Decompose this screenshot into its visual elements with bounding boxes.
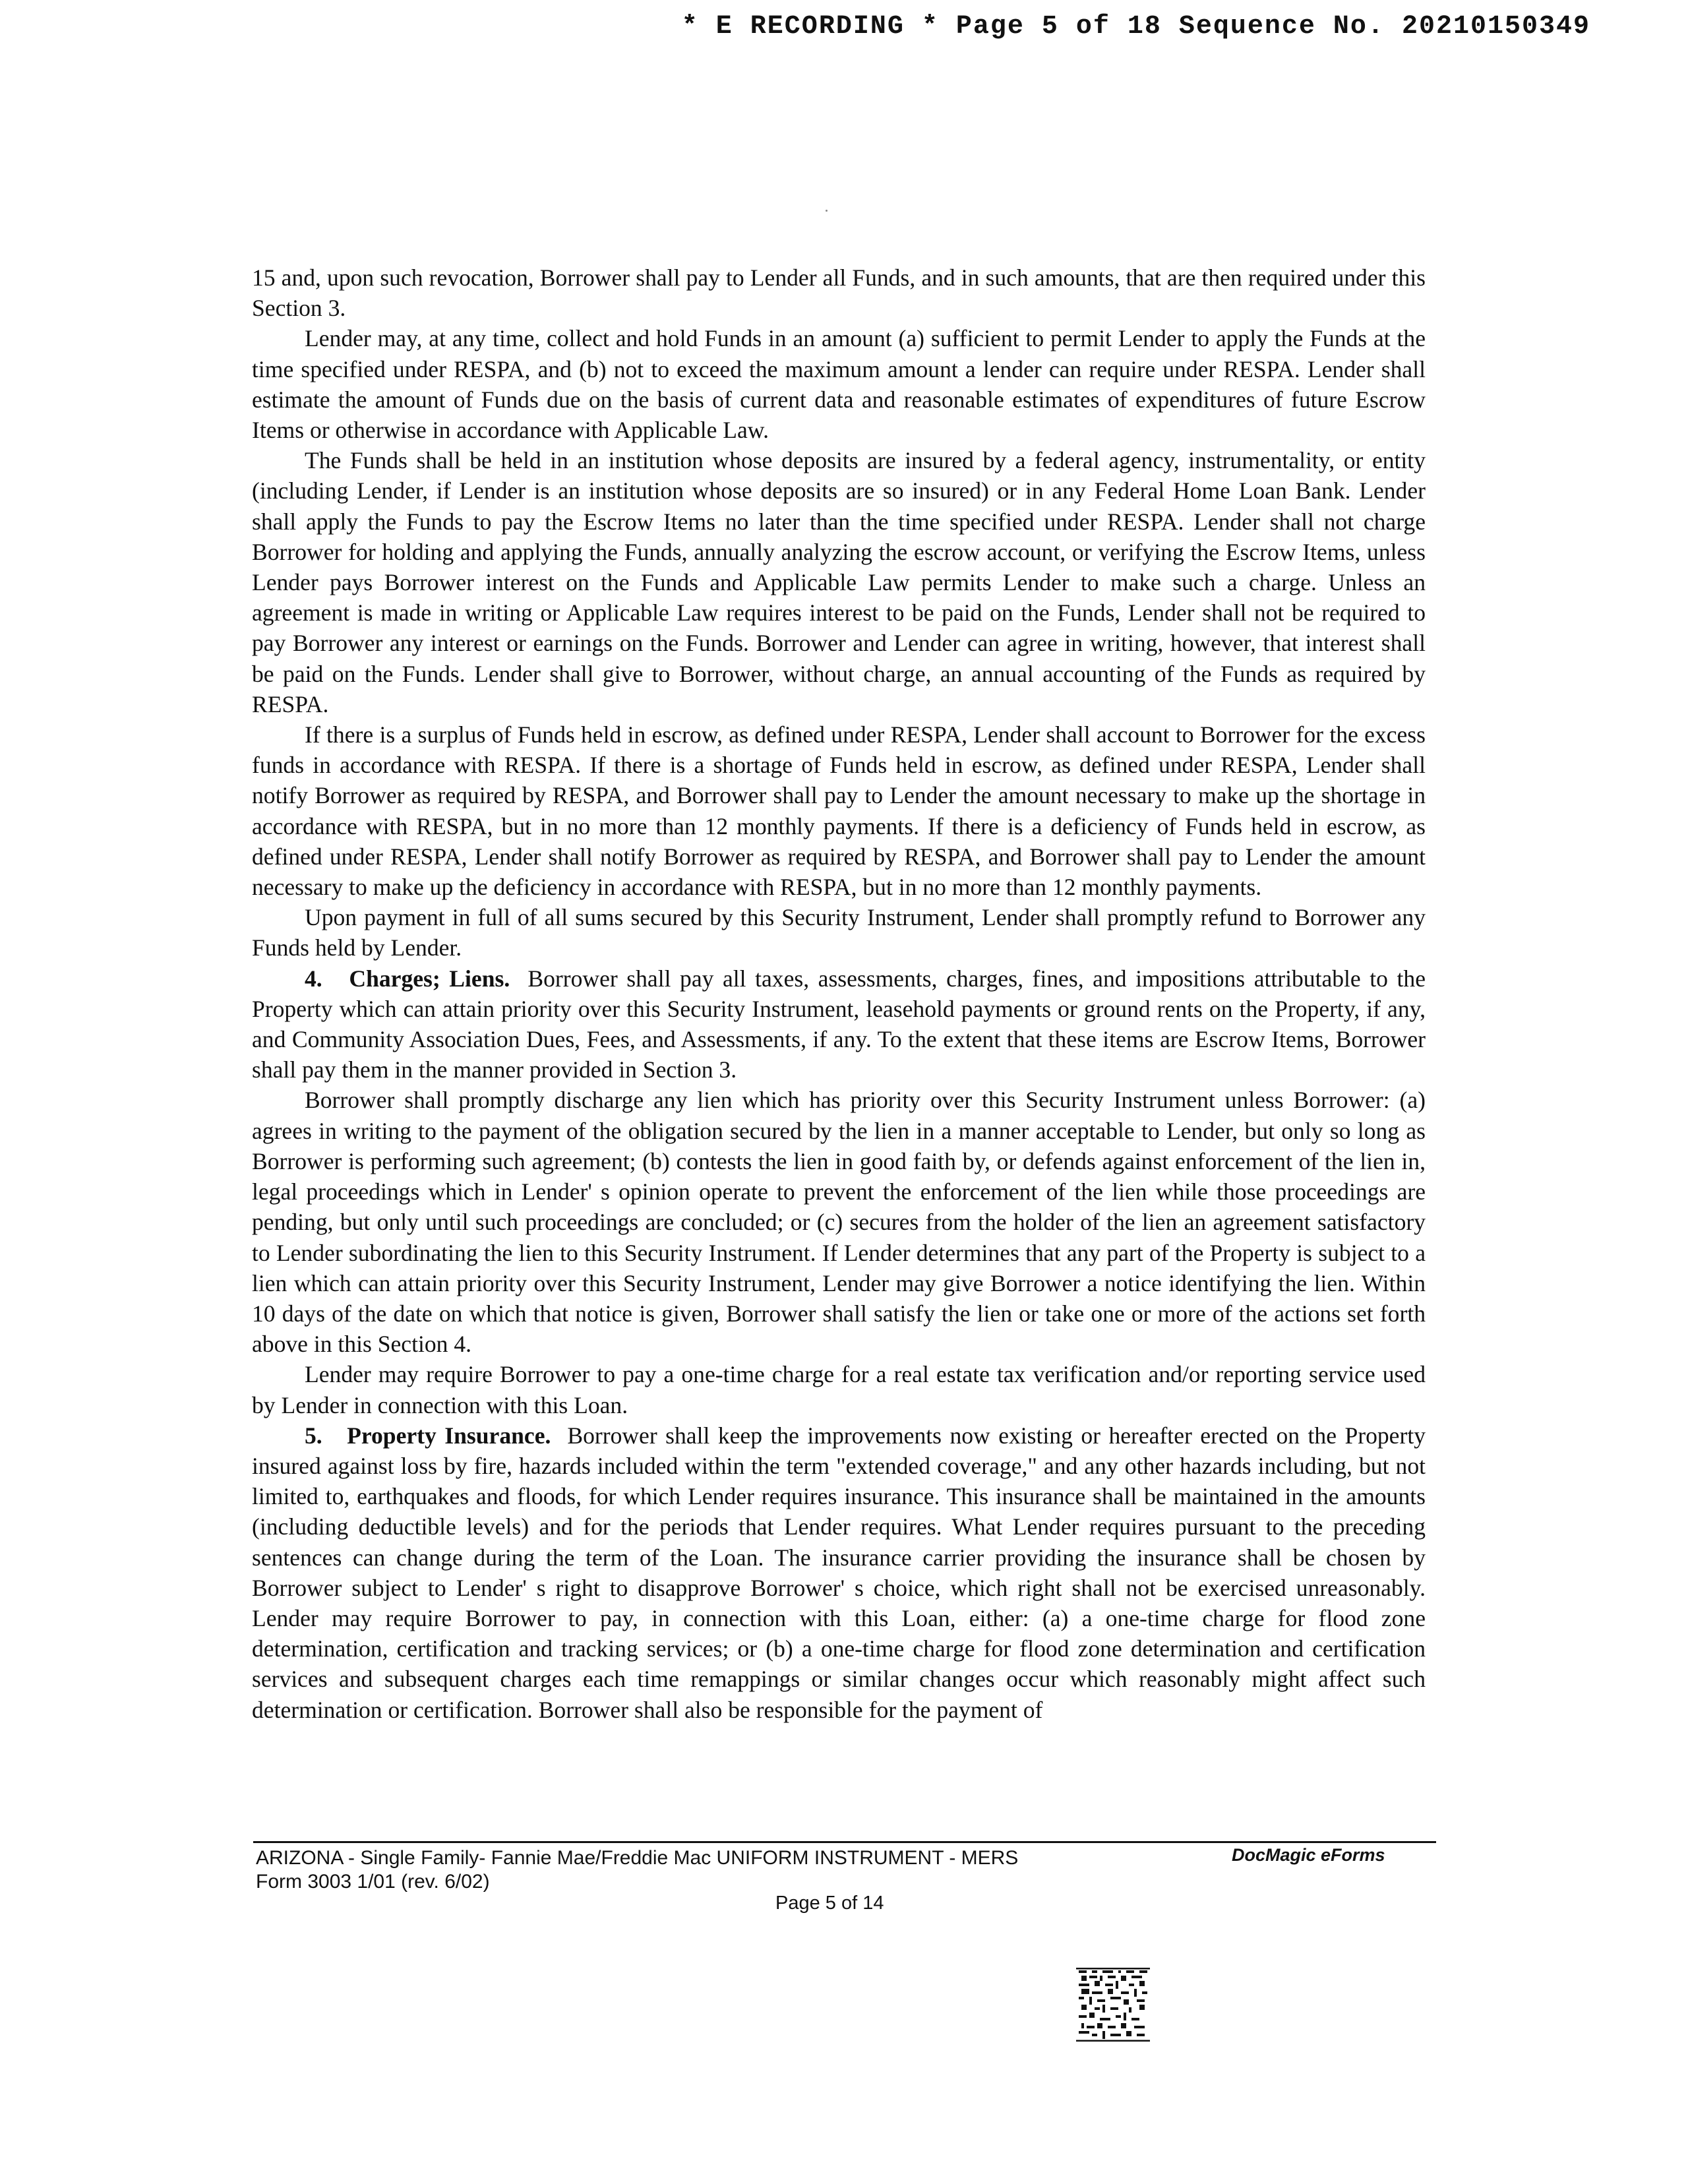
section-4-title: Charges; Liens. — [349, 965, 510, 992]
footer-form-info — [256, 1846, 1018, 1894]
paragraph-tax-verification: Lender may require Borrower to pay a one-time charge for a real estate tax verification and/or reporting service used by Lender in connection with this Loan. — [252, 1361, 1426, 1418]
paragraph-funds-held: The Funds shall be held in an institution whose deposits are insured by a federal agency, instrumentality, or entity (including Lender, if Lender is an institution whose deposits are so insured) or in any Federal Home Loan Bank. Lender shall apply the Funds to pay the Escrow Items no later than the time specified under RESPA. Lender shall not charge Borrower for holding and applying the Funds, annually analyzing the escrow account, or verifying the Escrow Items, unless Lender pays Borrower interest on the Funds and Applicable Law permits Lender to make such a charge. Unless an agreement is made in writing or Applicable Law requires interest to be paid on the Funds, Lender shall not be required to pay Borrower any interest or earnings on the Funds. Borrower and Lender can agree in writing, however, that interest shall be paid on the Funds. Lender shall give to Borrower, without charge, an annual accounting of the Funds as required by RESPA. — [252, 447, 1426, 717]
footer-brand-logo: DocMagic eForms — [1232, 1845, 1385, 1865]
footer-page-number: Page 5 of 14 — [775, 1893, 884, 1914]
recording-header: * E RECORDING * Page 5 of 18 Sequence No. 20210150349 — [681, 12, 1590, 42]
footer-divider — [253, 1841, 1436, 1843]
footer-form-title: ARIZONA - Single Family- Fannie Mae/Freddie Mac UNIFORM INSTRUMENT - MERS — [256, 1847, 1019, 1869]
section-4-paragraph — [252, 963, 1426, 1085]
section-5-text: Borrower shall keep the improvements now existing or hereafter erected on the Property insured against loss by fire, hazards included within the term "extended coverage," and any other hazards including, but not limited to, earthquakes and floods, for which Lender requires insurance. This insurance shall be maintained in the amounts (including deductible levels) and for the periods that Lender requires. What Lender requires pursuant to the preceding sentences can change during the term of the Loan. The insurance carrier providing the insurance shall be chosen by Borrower subject to Lender' s right to disapprove Borrower' s choice, which right shall not be exercised unreasonably. Lender may require Borrower to pay, in connection with this Loan, either: (a) a one-time charge for flood zone determination, certification and tracking services; or (b) a one-time charge for flood zone determination and certification services and subsequent charges each time remappings or similar changes occur which reasonably might affect such determination or certification. Borrower shall also be responsible for the payment of — [252, 1422, 1426, 1723]
footer-form-number: Form 3003 1/01 (rev. 6/02) — [256, 1871, 490, 1893]
paragraph-continuation: 15 and, upon such revocation, Borrower shall pay to Lender all Funds, and in such amounts, that are then required under this Section 3. — [252, 264, 1426, 322]
qr-code-icon — [1076, 1968, 1150, 2042]
section-4-number: 4. — [305, 965, 322, 992]
scan-speck — [826, 210, 828, 212]
section-5-title: Property Insurance. — [347, 1422, 551, 1449]
paragraph-surplus-shortage: If there is a surplus of Funds held in escrow, as defined under RESPA, Lender shall account to Borrower for the excess funds in accordance with RESPA. If there is a shortage of Funds held in escrow, as defined under RESPA, Lender shall notify Borrower as required by RESPA, and Borrower shall pay to Lender the amount necessary to make up the shortage in accordance with RESPA, but in no more than 12 monthly payments. If there is a deficiency of Funds held in escrow, as defined under RESPA, Lender shall notify Borrower as required by RESPA, and Borrower shall pay to Lender the amount necessary to make up the deficiency in accordance with RESPA, but in no more than 12 monthly payments. — [252, 721, 1426, 901]
paragraph-lien-discharge: Borrower shall promptly discharge any lien which has priority over this Security Instrument unless Borrower: (a) agrees in writing to the payment of the obligation secured by the lien in a manner acceptable to Lender, but only so long as Borrower is performing such agreement; (b) contests the lien in good faith by, or defends against enforcement of the lien in, legal proceedings which in Lender' s opinion operate to prevent the enforcement of the lien while those proceedings are pending, but only until such proceedings are concluded; or (c) secures from the holder of the lien an agreement satisfactory to Lender subordinating the lien to this Security Instrument. If Lender determines that any part of the Property is subject to a lien which can attain priority over this Security Instrument, Lender may give Borrower a notice identifying the lien. Within 10 days of the date on which that notice is given, Borrower shall satisfy the lien or take one or more of the actions set forth above in this Section 4. — [252, 1087, 1426, 1358]
section-4-text: Borrower shall pay all taxes, assessments, charges, fines, and impositions attributable to the Property which can attain priority over this Security Instrument, leasehold payments or ground rents on the Property, if any, and Community Association Dues, Fees, and Assessments, if any. To the extent that these items are Escrow Items, Borrower shall pay them in the manner provided in Section 3. — [252, 965, 1426, 1083]
paragraph-funds-collection: Lender may, at any time, collect and hold Funds in an amount (a) sufficient to permit Lender to apply the Funds at the time specified under RESPA, and (b) not to exceed the maximum amount a lender can require under RESPA. Lender shall estimate the amount of Funds due on the basis of current data and reasonable estimates of expenditures of future Escrow Items or otherwise in accordance with Applicable Law. — [252, 325, 1426, 444]
section-5-number: 5. — [305, 1422, 322, 1449]
paragraph-refund: Upon payment in full of all sums secured by this Security Instrument, Lender shall promptly refund to Borrower any Funds held by Lender. — [252, 904, 1426, 961]
document-body — [252, 262, 1426, 1725]
section-5-paragraph — [252, 1420, 1426, 1725]
